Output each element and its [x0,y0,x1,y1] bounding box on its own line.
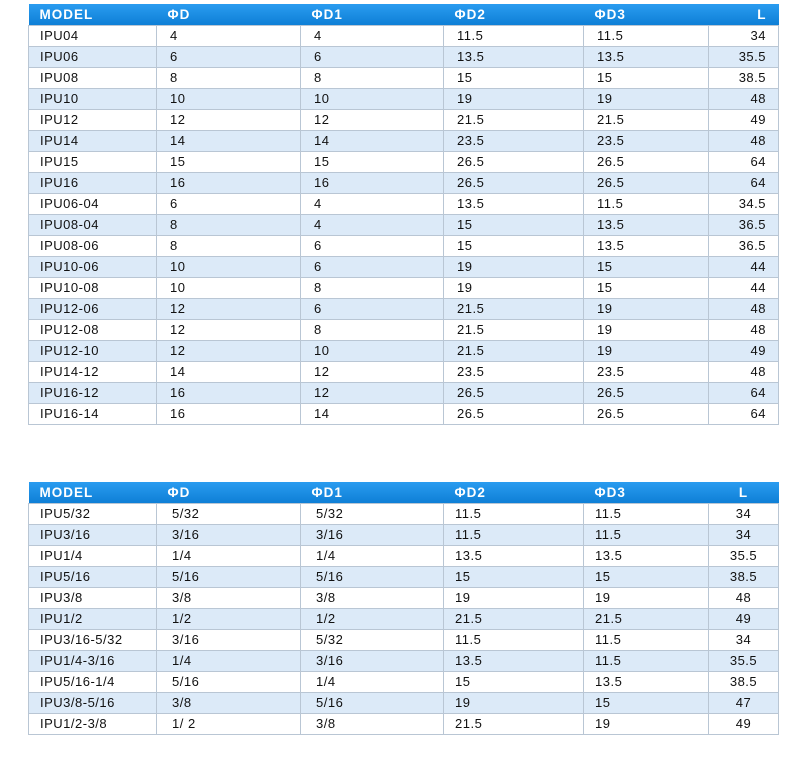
cell-l: 38.5 [709,672,779,693]
cell-model: IPU1/2-3/8 [29,714,157,735]
cell-d3: 15 [584,278,709,299]
cell-d1: 8 [301,68,444,89]
cell-d1: 5/16 [301,567,444,588]
cell-d3: 13.5 [584,47,709,68]
table-row [29,215,779,236]
table-row [29,68,779,89]
cell-d1: 1/2 [301,609,444,630]
table-row [29,236,779,257]
cell-d: 3/16 [157,630,301,651]
cell-d: 5/16 [157,567,301,588]
cell-d2: 19 [444,693,584,714]
cell-d3: 11.5 [584,525,709,546]
cell-l: 35.5 [709,651,779,672]
cell-d3: 11.5 [584,504,709,525]
cell-d1: 4 [301,215,444,236]
table-row [29,567,779,588]
cell-l: 48 [709,299,779,320]
cell-d1: 14 [301,131,444,152]
cell-d1: 15 [301,152,444,173]
cell-model: IPU15 [29,152,157,173]
cell-model: IPU3/8 [29,588,157,609]
cell-d1: 8 [301,320,444,341]
cell-model: IPU1/2 [29,609,157,630]
cell-d2: 13.5 [444,194,584,215]
table-row [29,194,779,215]
cell-model: IPU04 [29,26,157,47]
column-header-d3: ΦD3 [584,482,709,504]
cell-d: 8 [157,68,301,89]
cell-d2: 19 [444,89,584,110]
cell-d1: 6 [301,257,444,278]
table-row [29,26,779,47]
cell-d2: 23.5 [444,131,584,152]
cell-d2: 11.5 [444,525,584,546]
cell-model: IPU5/16 [29,567,157,588]
table-row [29,714,779,735]
cell-d1: 12 [301,362,444,383]
table-row [29,89,779,110]
column-header-l: L [709,482,779,504]
cell-d2: 21.5 [444,609,584,630]
cell-d: 12 [157,110,301,131]
cell-d1: 16 [301,173,444,194]
cell-d1: 5/32 [301,630,444,651]
cell-d3: 11.5 [584,630,709,651]
cell-l: 36.5 [709,215,779,236]
cell-l: 49 [709,609,779,630]
cell-model: IPU14-12 [29,362,157,383]
table-row [29,672,779,693]
cell-d: 3/16 [157,525,301,546]
cell-d3: 13.5 [584,672,709,693]
cell-d3: 26.5 [584,404,709,425]
column-header-model: MODEL [29,482,157,504]
cell-d: 1/4 [157,651,301,672]
cell-l: 38.5 [709,68,779,89]
cell-d2: 19 [444,257,584,278]
cell-d: 12 [157,320,301,341]
column-header-d2: ΦD2 [444,482,584,504]
cell-l: 64 [709,383,779,404]
cell-model: IPU12-08 [29,320,157,341]
cell-d: 5/32 [157,504,301,525]
cell-d1: 5/16 [301,693,444,714]
table-row [29,152,779,173]
cell-d3: 21.5 [584,609,709,630]
column-header-d: ΦD [157,482,301,504]
cell-d: 16 [157,383,301,404]
cell-model: IPU16-12 [29,383,157,404]
cell-model: IPU1/4-3/16 [29,651,157,672]
cell-d3: 11.5 [584,194,709,215]
cell-l: 64 [709,152,779,173]
cell-d: 3/8 [157,588,301,609]
cell-d3: 19 [584,341,709,362]
cell-l: 47 [709,693,779,714]
cell-model: IPU06-04 [29,194,157,215]
table-row [29,609,779,630]
cell-d2: 26.5 [444,173,584,194]
cell-l: 44 [709,257,779,278]
cell-model: IPU3/16 [29,525,157,546]
cell-d3: 15 [584,693,709,714]
cell-model: IPU08-04 [29,215,157,236]
cell-d2: 15 [444,236,584,257]
cell-d: 10 [157,257,301,278]
cell-d2: 26.5 [444,152,584,173]
table-row [29,47,779,68]
cell-l: 34 [709,630,779,651]
column-header-d3: ΦD3 [584,4,709,26]
cell-d2: 26.5 [444,404,584,425]
cell-model: IPU3/8-5/16 [29,693,157,714]
cell-d: 12 [157,299,301,320]
spec-table-imperial [28,482,779,735]
cell-model: IPU16 [29,173,157,194]
cell-d2: 11.5 [444,26,584,47]
cell-d3: 15 [584,257,709,278]
cell-model: IPU16-14 [29,404,157,425]
cell-d2: 21.5 [444,110,584,131]
cell-model: IPU3/16-5/32 [29,630,157,651]
cell-d2: 21.5 [444,714,584,735]
cell-d: 1/4 [157,546,301,567]
cell-d2: 11.5 [444,630,584,651]
table-row [29,651,779,672]
cell-d: 16 [157,404,301,425]
cell-d1: 3/16 [301,651,444,672]
table-header [29,4,779,26]
cell-d: 4 [157,26,301,47]
cell-model: IPU12-06 [29,299,157,320]
table-row [29,693,779,714]
cell-model: IPU10-08 [29,278,157,299]
cell-model: IPU08-06 [29,236,157,257]
cell-d: 5/16 [157,672,301,693]
cell-d1: 10 [301,89,444,110]
cell-d: 6 [157,194,301,215]
cell-d3: 11.5 [584,26,709,47]
cell-d: 1/2 [157,609,301,630]
cell-d1: 14 [301,404,444,425]
cell-model: IPU12 [29,110,157,131]
column-header-d1: ΦD1 [301,482,444,504]
cell-d1: 3/8 [301,714,444,735]
cell-d3: 13.5 [584,215,709,236]
table-row [29,404,779,425]
table-row [29,131,779,152]
cell-model: IPU5/16-1/4 [29,672,157,693]
table-row [29,341,779,362]
cell-l: 49 [709,714,779,735]
table-row [29,383,779,404]
cell-d3: 19 [584,320,709,341]
spec-table-metric [28,4,779,425]
cell-d: 15 [157,152,301,173]
table-row [29,278,779,299]
cell-model: IPU5/32 [29,504,157,525]
cell-l: 34 [709,525,779,546]
cell-l: 64 [709,404,779,425]
cell-model: IPU1/4 [29,546,157,567]
cell-d1: 6 [301,299,444,320]
cell-d2: 13.5 [444,47,584,68]
cell-d3: 19 [584,89,709,110]
cell-l: 34.5 [709,194,779,215]
cell-d1: 1/4 [301,546,444,567]
cell-d: 6 [157,47,301,68]
cell-d2: 21.5 [444,341,584,362]
table-header [29,482,779,504]
cell-d: 12 [157,341,301,362]
table-row [29,320,779,341]
cell-d2: 15 [444,672,584,693]
cell-d3: 19 [584,714,709,735]
cell-d3: 13.5 [584,546,709,567]
cell-d2: 15 [444,215,584,236]
cell-d2: 11.5 [444,504,584,525]
cell-model: IPU08 [29,68,157,89]
cell-d1: 5/32 [301,504,444,525]
cell-d: 8 [157,215,301,236]
column-header-d2: ΦD2 [444,4,584,26]
cell-l: 48 [709,588,779,609]
cell-d3: 26.5 [584,152,709,173]
cell-d2: 23.5 [444,362,584,383]
cell-l: 34 [709,504,779,525]
column-header-model: MODEL [29,4,157,26]
cell-d3: 11.5 [584,651,709,672]
cell-d1: 6 [301,236,444,257]
cell-d3: 15 [584,68,709,89]
cell-d: 8 [157,236,301,257]
cell-d2: 13.5 [444,651,584,672]
cell-l: 49 [709,341,779,362]
table-row [29,588,779,609]
cell-l: 35.5 [709,546,779,567]
cell-d3: 19 [584,588,709,609]
table-row [29,525,779,546]
table-row [29,173,779,194]
cell-d2: 26.5 [444,383,584,404]
cell-d1: 12 [301,110,444,131]
cell-d3: 21.5 [584,110,709,131]
cell-d2: 21.5 [444,320,584,341]
cell-l: 49 [709,110,779,131]
cell-l: 35.5 [709,47,779,68]
table-row [29,110,779,131]
table-row [29,257,779,278]
cell-d1: 1/4 [301,672,444,693]
cell-d1: 4 [301,194,444,215]
cell-l: 38.5 [709,567,779,588]
cell-d1: 3/8 [301,588,444,609]
cell-d3: 19 [584,299,709,320]
cell-d2: 15 [444,567,584,588]
cell-model: IPU12-10 [29,341,157,362]
cell-d2: 19 [444,278,584,299]
cell-d3: 23.5 [584,362,709,383]
cell-d: 14 [157,362,301,383]
cell-model: IPU10 [29,89,157,110]
cell-d3: 26.5 [584,383,709,404]
cell-d3: 15 [584,567,709,588]
cell-d: 1/ 2 [157,714,301,735]
cell-model: IPU14 [29,131,157,152]
cell-d3: 26.5 [584,173,709,194]
cell-d3: 13.5 [584,236,709,257]
table-row [29,630,779,651]
cell-d2: 13.5 [444,546,584,567]
cell-model: IPU10-06 [29,257,157,278]
column-header-l: L [709,4,779,26]
cell-d1: 3/16 [301,525,444,546]
cell-l: 48 [709,362,779,383]
cell-d2: 15 [444,68,584,89]
cell-l: 48 [709,89,779,110]
column-header-d1: ΦD1 [301,4,444,26]
cell-d: 3/8 [157,693,301,714]
table-row [29,299,779,320]
cell-d1: 12 [301,383,444,404]
cell-d: 16 [157,173,301,194]
cell-d3: 23.5 [584,131,709,152]
cell-d1: 4 [301,26,444,47]
cell-l: 44 [709,278,779,299]
cell-d: 10 [157,89,301,110]
cell-d: 14 [157,131,301,152]
column-header-d: ΦD [157,4,301,26]
cell-d1: 8 [301,278,444,299]
cell-l: 48 [709,131,779,152]
table-row [29,546,779,567]
cell-l: 48 [709,320,779,341]
cell-d1: 10 [301,341,444,362]
table-row [29,362,779,383]
cell-l: 36.5 [709,236,779,257]
cell-d2: 19 [444,588,584,609]
cell-d2: 21.5 [444,299,584,320]
cell-l: 64 [709,173,779,194]
cell-l: 34 [709,26,779,47]
table-row [29,504,779,525]
cell-model: IPU06 [29,47,157,68]
cell-d: 10 [157,278,301,299]
cell-d1: 6 [301,47,444,68]
